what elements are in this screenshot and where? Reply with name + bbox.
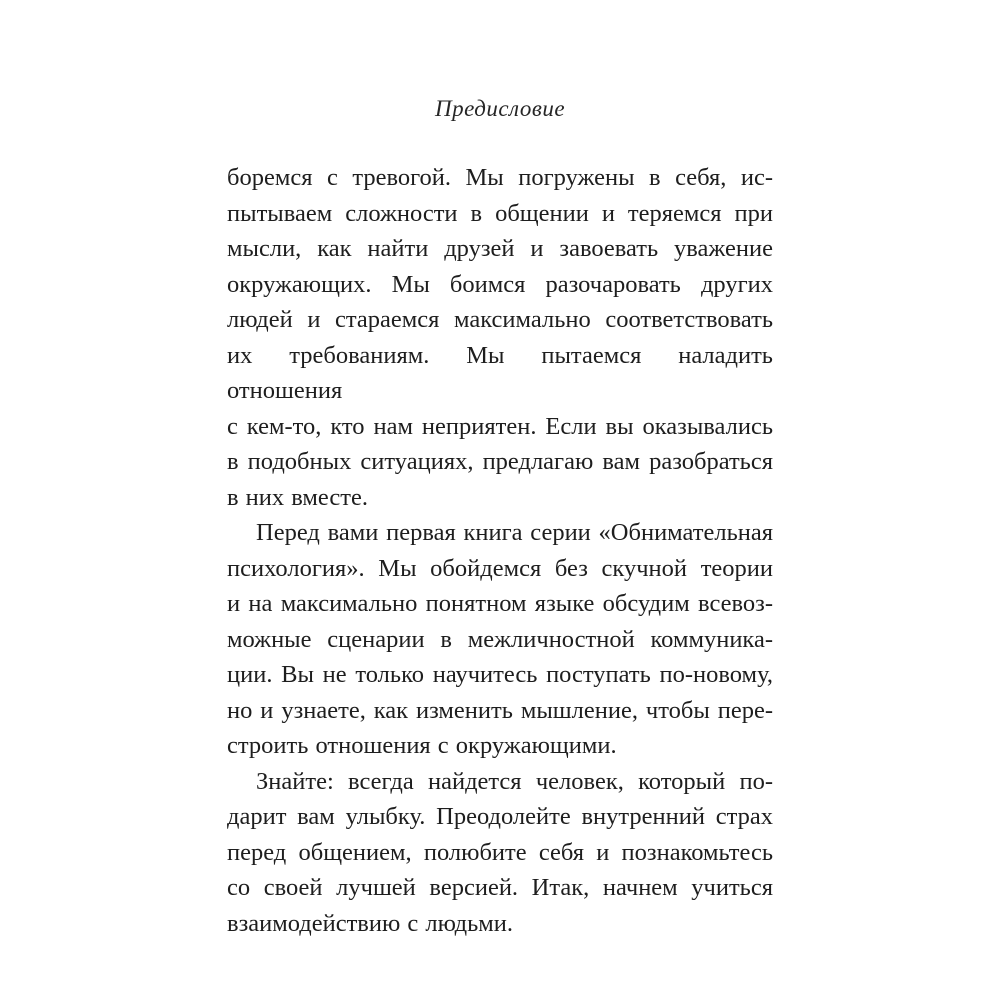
text-line: перед общением, полюбите себя и познакомьтесь [227, 838, 773, 866]
text-line: пытываем сложности в общении и теряемся при [227, 199, 773, 227]
text-line: их требованиям. Мы пытаемся наладить отношения [227, 341, 773, 404]
text-line: дарит вам улыбку. Преодолейте внутренний страх [227, 803, 773, 830]
text-line: можные сценарии в межличностной коммуника- [227, 625, 773, 653]
text-block [227, 160, 773, 941]
paragraph [227, 515, 773, 764]
paragraph [227, 160, 773, 515]
text-line: психология». Мы обойдемся без скучной теории [227, 554, 773, 582]
text-line: Перед вами первая книга серии «Обнимательная [256, 519, 773, 546]
text-line: окружающих. Мы боимся разочаровать других [227, 270, 773, 298]
paragraph [227, 764, 773, 942]
text-line: с кем-то, кто нам неприятен. Если вы оказывались [227, 412, 773, 440]
text-line: но и узнаете, как изменить мышление, чтобы пере- [227, 696, 773, 724]
text-line: ции. Вы не только научитесь поступать по-новому, [227, 661, 773, 688]
text-line: мысли, как найти друзей и завоевать уважение [227, 235, 773, 262]
text-line: строить отношения с окружающими. [227, 732, 617, 759]
running-head: Предисловие [434, 96, 566, 121]
text-line: боремся с тревогой. Мы погружены в себя, ис- [227, 164, 773, 191]
text-line: и на максимально понятном языке обсудим всевоз- [227, 590, 773, 617]
text-line: взаимодействию с людьми. [227, 909, 514, 937]
text-line: в подобных ситуациях, предлагаю вам разобраться [227, 448, 773, 475]
text-line: в них вместе. [227, 483, 368, 511]
text-line: со своей лучшей версией. Итак, начнем учиться [227, 874, 773, 901]
text-line: людей и стараемся максимально соответствовать [227, 306, 773, 333]
text-line: Знайте: всегда найдется человек, который по- [256, 767, 773, 795]
